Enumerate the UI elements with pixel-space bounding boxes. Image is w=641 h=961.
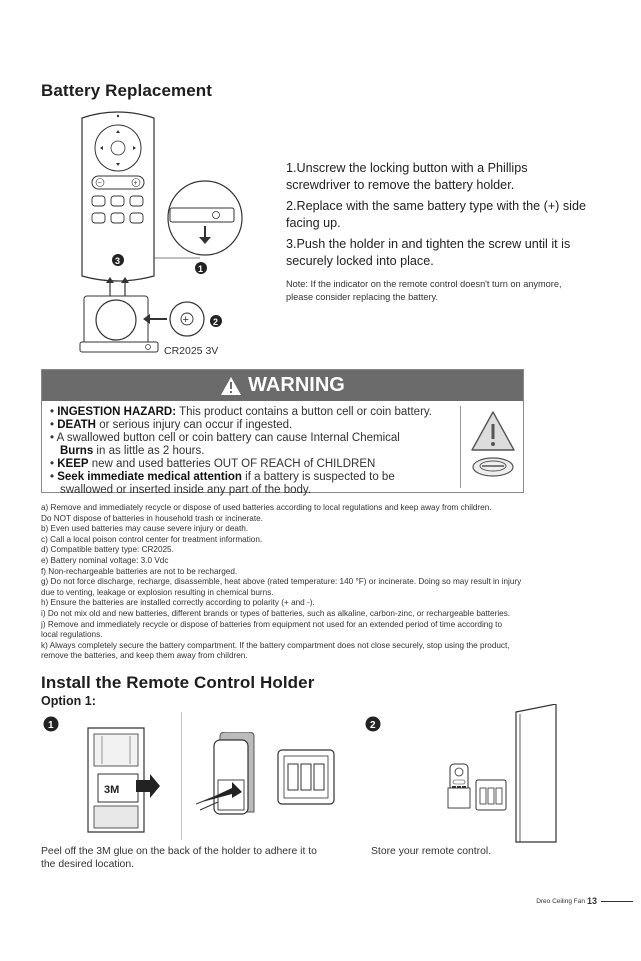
svg-text:3: 3 (115, 256, 121, 266)
battery-step-2: 2.Replace with the same battery type with the (+) side facing up. (286, 199, 586, 230)
svg-text:2: 2 (213, 317, 219, 327)
warning-item: • A swallowed button cell or coin battery can cause Internal Chemical (50, 432, 400, 444)
holder-option-label: Option 1: (41, 694, 96, 708)
battery-step-1: 1.Unscrew the locking button with a Phillips screwdriver to remove the battery holder. (286, 161, 528, 192)
warning-item: swallowed or inserted inside any part of the body. (60, 484, 312, 496)
info-line: i) Do not mix old and new batteries, different brands or types of batteries, such as alkaline, carbon-zinc, or rechargeable batteries. (41, 608, 511, 618)
battery-safety-info (41, 503, 601, 662)
footer-rule (601, 901, 633, 902)
warning-title: WARNING (248, 374, 345, 396)
warning-item: Burns in as little as 2 hours. (60, 445, 205, 457)
svg-text:3M: 3M (104, 784, 120, 796)
remote-stored-illustration (430, 704, 590, 844)
info-line: b) Even used batteries may cause severe injury or death. (41, 524, 249, 534)
warning-item: • Seek immediate medical attention if a battery is suspected to be (50, 471, 395, 483)
warning-box (41, 369, 524, 496)
svg-text:2: 2 (370, 720, 376, 731)
svg-text:−: − (97, 180, 102, 187)
info-line: d) Compatible battery type: CR2025. (41, 545, 174, 555)
battery-type-label: CR2025 3V (164, 345, 219, 357)
warning-item: • DEATH or serious injury can occur if ingested. (50, 419, 293, 431)
holder-step-1-marker (43, 716, 59, 732)
ingestion-warning-icon (470, 410, 516, 484)
warning-divider (460, 406, 461, 488)
holder-section-title: Install the Remote Control Holder (41, 673, 315, 692)
battery-replacement-illustration (70, 108, 270, 358)
footer-brand: Dreo Ceiling Fan (536, 897, 585, 905)
info-line: e) Battery nominal voltage: 3.0 Vdc (41, 555, 169, 565)
info-line: due to venting, leakage or explosion resulting in chemical burns. (41, 587, 274, 597)
info-line: h) Ensure the batteries are installed correctly according to polarity (+ and -). (41, 598, 315, 608)
holder-step-2-caption: Store your remote control. (371, 846, 492, 857)
battery-steps (286, 160, 586, 308)
holder-3m-tape-illustration (84, 722, 164, 834)
info-line: a) Remove and immediately recycle or dispose of used batteries according to local regulations and keep away from children. (41, 503, 492, 512)
svg-text:1: 1 (198, 264, 204, 274)
info-line: remove the batteries, and keep them away from children. (41, 651, 248, 661)
page-footer (536, 896, 633, 906)
battery-step-3: 3.Push the holder in and tighten the screw until it is securely locked into place. (286, 237, 571, 268)
warning-triangle-icon (220, 376, 242, 396)
info-line: f) Non-rechargeable batteries are not to be recharged. (41, 566, 238, 576)
info-line: local regulations. (41, 630, 103, 640)
info-line: g) Do not force discharge, recharge, disassemble, heat above (rated temperature: 140 °F) or incinerate. Doing so may result in injury (41, 577, 522, 587)
warning-list (50, 406, 450, 497)
holder-step-divider (181, 712, 182, 840)
info-line: j) Remove and immediately recycle or dispose of batteries from equipment not used for an extended period of time according to (41, 619, 503, 629)
svg-text:1: 1 (48, 720, 54, 731)
warning-header (42, 370, 523, 401)
battery-section-title: Battery Replacement (41, 81, 213, 100)
info-line: Do NOT dispose of batteries in household trash or incinerate. (41, 513, 263, 523)
info-line: c) Call a local poison control center for treatment information. (41, 534, 263, 544)
battery-note: Note: If the indicator on the remote control doesn't turn on anymore, please consider replacing the battery. (286, 279, 562, 302)
svg-text:+: + (133, 180, 138, 187)
svg-text:+: + (182, 314, 189, 326)
holder-step-2-marker (365, 716, 381, 732)
holder-wall-mount-illustration (196, 732, 346, 827)
warning-item: • KEEP new and used batteries OUT OF REACH of CHILDREN (50, 458, 376, 470)
holder-step-1-caption: Peel off the 3M glue on the back of the holder to adhere it to the desired location. (41, 846, 317, 870)
info-line: k) Always completely secure the battery compartment. If the battery compartment does not close securely, stop using the product, (41, 640, 510, 650)
warning-item: • INGESTION HAZARD: This product contains a button cell or coin battery. (50, 406, 432, 418)
page-number: 13 (586, 896, 597, 906)
